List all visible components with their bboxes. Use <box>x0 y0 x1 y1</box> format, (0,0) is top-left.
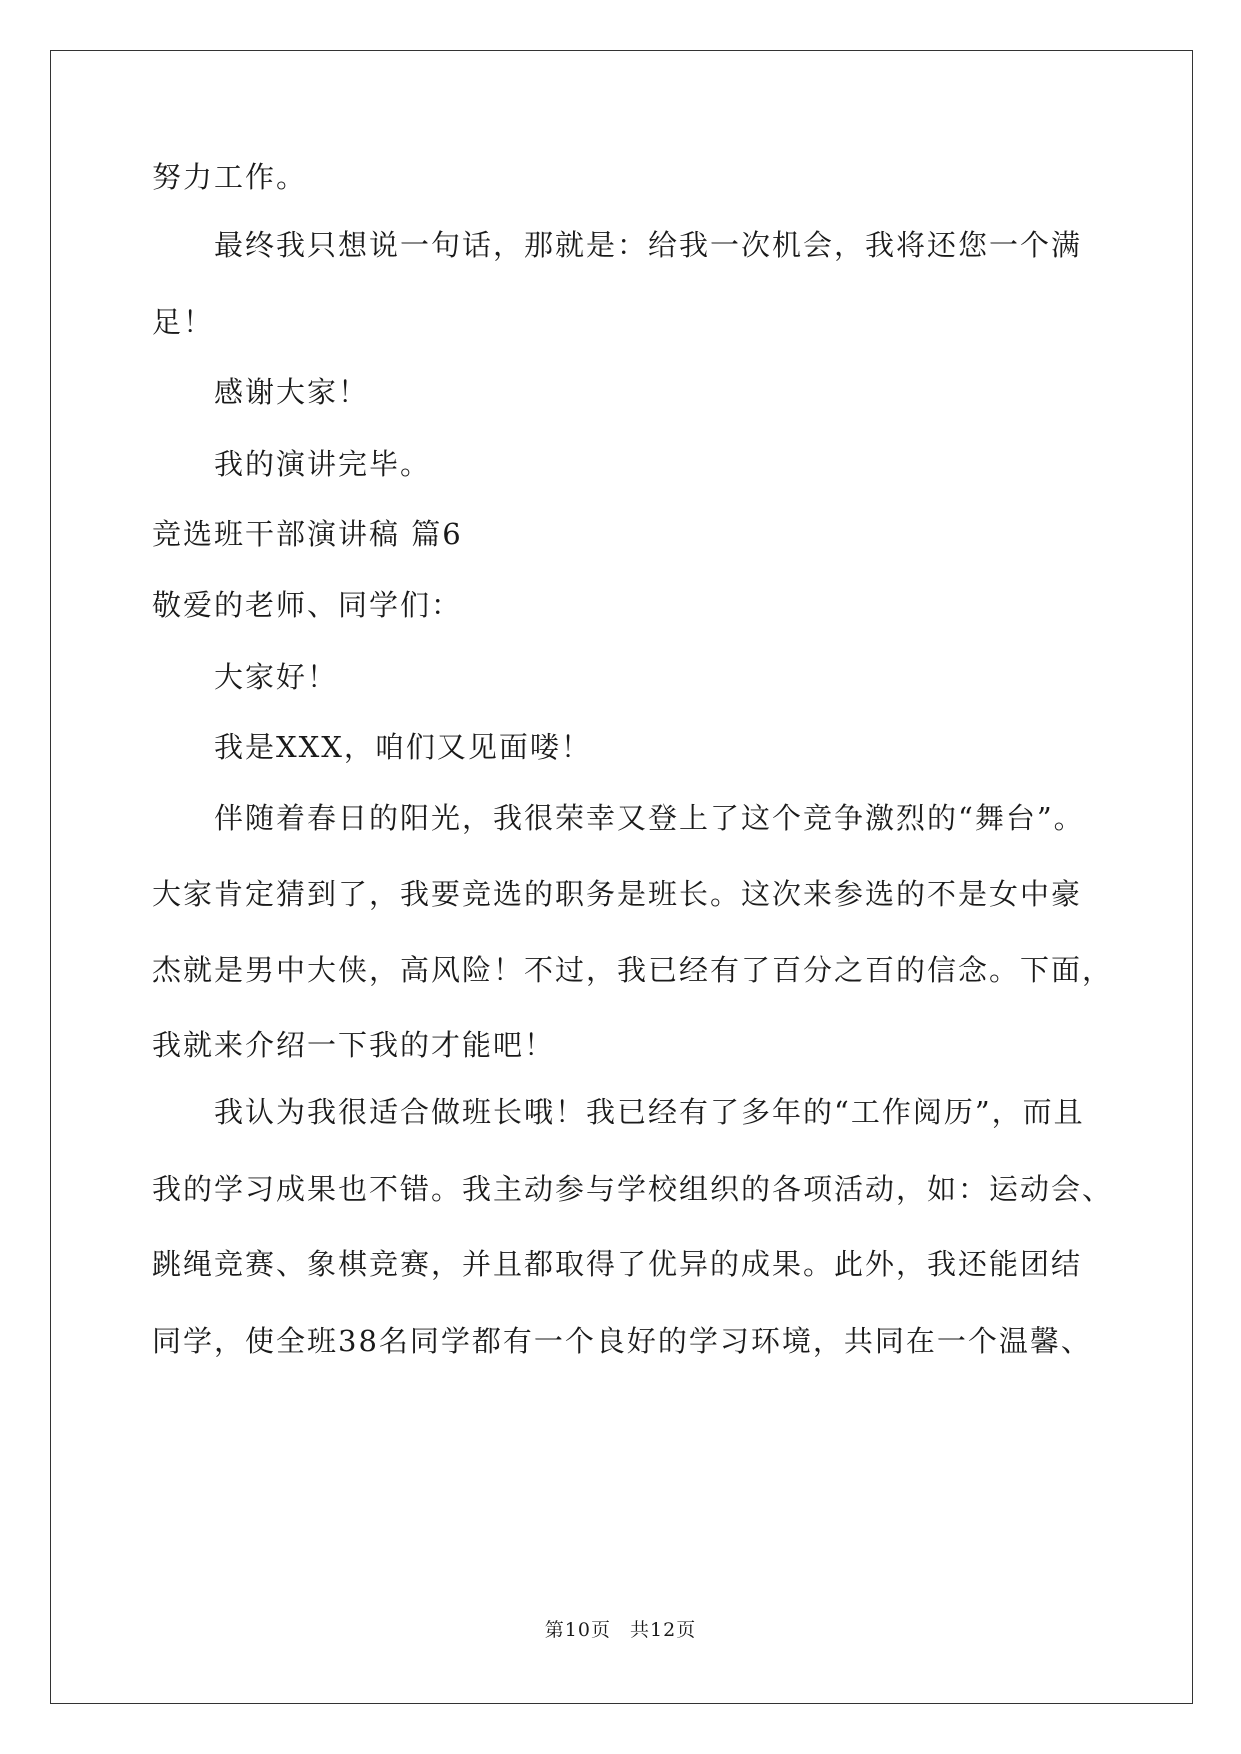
salutation: 敬爱的老师、同学们： <box>152 588 463 622</box>
paragraph-line: 我认为我很适合做班长哦！我已经有了多年的“工作阅历”，而且 <box>214 1095 1085 1129</box>
page-total: 共12页 <box>630 1619 697 1641</box>
paragraph-line: 最终我只想说一句话，那就是：给我一次机会，我将还您一个满 <box>214 228 1083 262</box>
paragraph-line: 我就来介绍一下我的才能吧！ <box>152 1028 556 1062</box>
paragraph-line: 同学，使全班38名同学都有一个良好的学习环境，共同在一个温馨、 <box>152 1324 1092 1358</box>
paragraph-line: 感谢大家！ <box>214 375 370 409</box>
paragraph-line: 杰就是男中大侠，高风险！不过，我已经有了百分之百的信念。下面， <box>152 953 1114 987</box>
page-number: 第10页 <box>544 1619 611 1641</box>
paragraph-line: 大家肯定猜到了，我要竞选的职务是班长。这次来参选的不是女中豪 <box>152 877 1083 911</box>
paragraph-line: 我的学习成果也不错。我主动参与学校组织的各项活动，如：运动会、 <box>152 1172 1114 1206</box>
paragraph-line: 足！ <box>152 305 215 339</box>
page-footer <box>0 1617 1241 1643</box>
paragraph-line: 跳绳竞赛、象棋竞赛，并且都取得了优异的成果。此外，我还能团结 <box>152 1247 1083 1281</box>
paragraph-line: 大家好！ <box>214 660 339 694</box>
paragraph-line: 努力工作。 <box>152 160 308 194</box>
paragraph-line: 我的演讲完毕。 <box>214 447 432 481</box>
section-heading: 竞选班干部演讲稿 篇6 <box>152 517 463 551</box>
paragraph-line: 我是XXX，咱们又见面喽！ <box>214 730 592 764</box>
paragraph-line: 伴随着春日的阳光，我很荣幸又登上了这个竞争激烈的“舞台”。 <box>214 801 1085 835</box>
